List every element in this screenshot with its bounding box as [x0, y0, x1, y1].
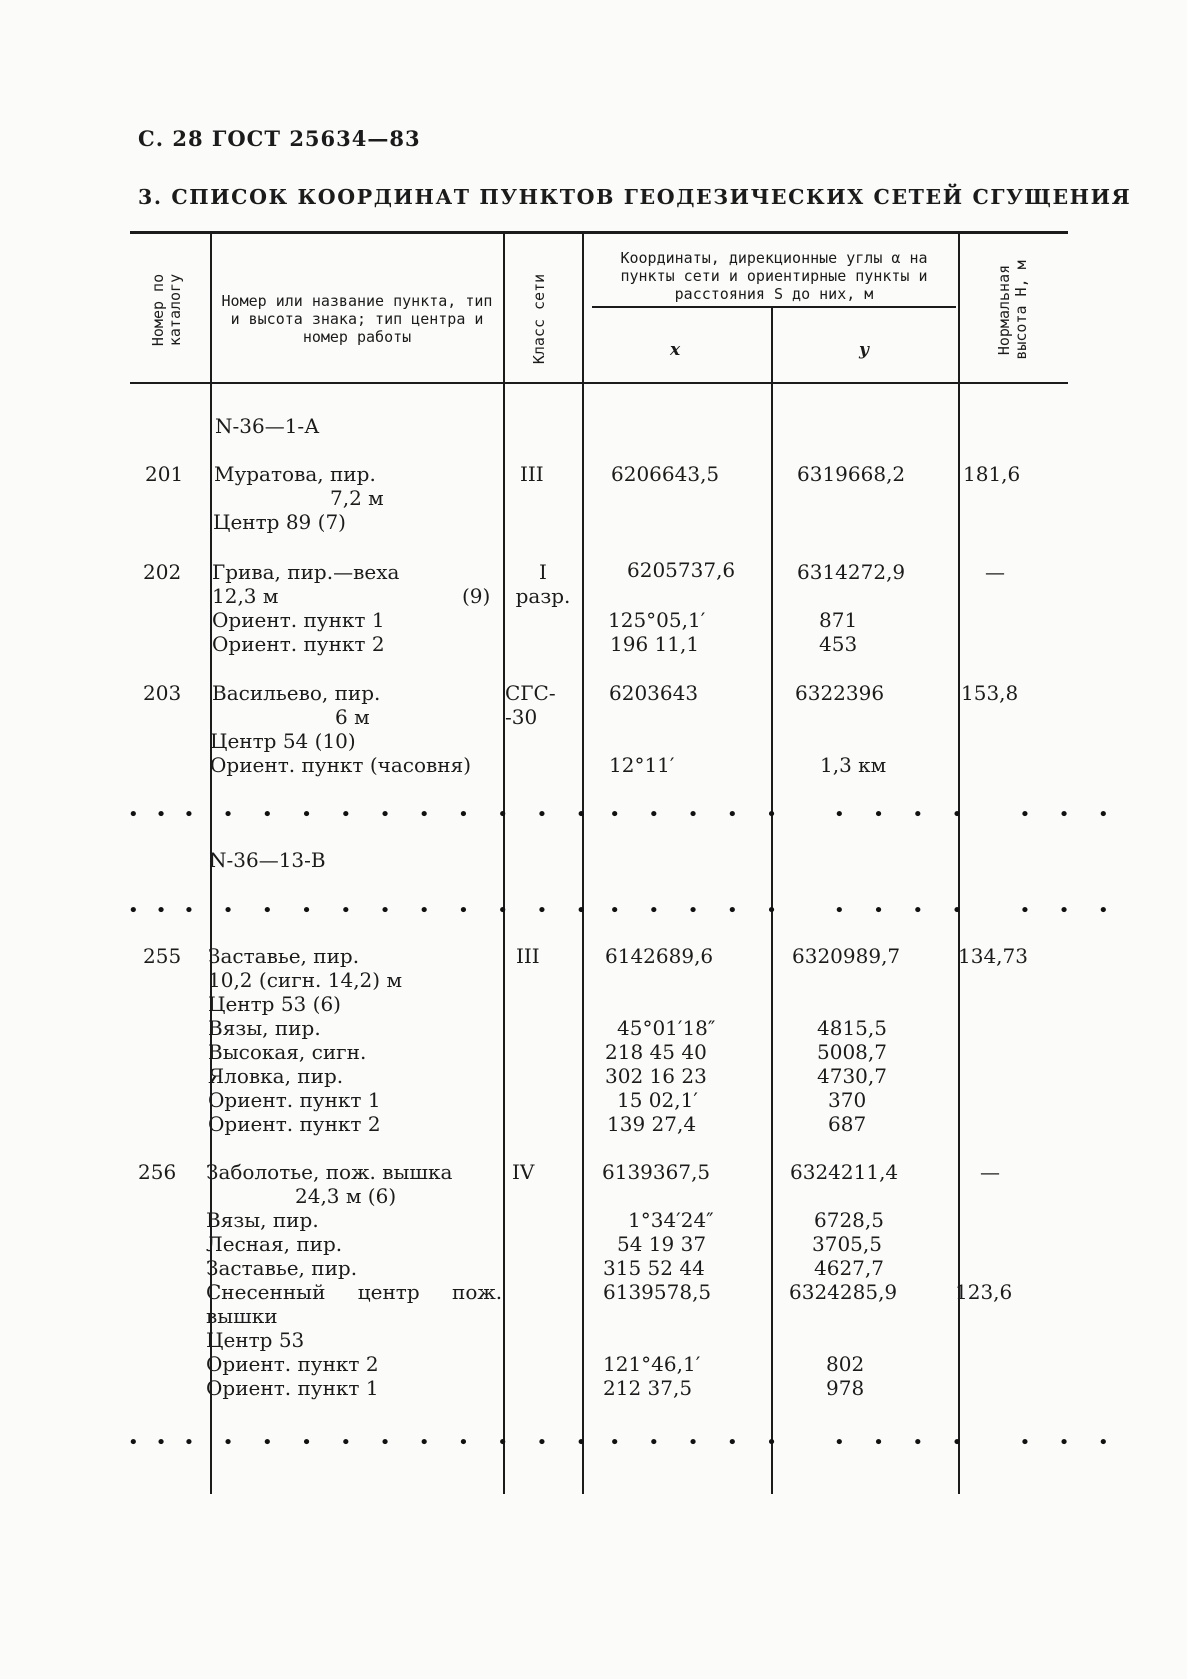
- point-name: 10,2 (сигн. 14,2) м: [208, 968, 402, 992]
- distance: 6728,5: [814, 1208, 884, 1232]
- point-name: Заболотье, пож. вышка: [206, 1160, 453, 1184]
- direction-angle: 125°05,1′: [608, 608, 706, 632]
- direction-angle: 218 45 40: [605, 1040, 707, 1064]
- coord-y: 6322396: [795, 681, 885, 705]
- header-height: Нормальная высота H, м: [995, 260, 1030, 360]
- point-name: Вязы, пир.: [206, 1208, 319, 1232]
- normal-height: 153,8: [961, 681, 1019, 705]
- direction-angle: 54 19 37: [617, 1232, 707, 1256]
- col-rule-3: [582, 234, 584, 1494]
- point-name: Лесная, пир.: [206, 1232, 343, 1256]
- distance: 1,3 км: [820, 753, 887, 777]
- distance: 453: [819, 632, 858, 656]
- point-name: Вязы, пир.: [208, 1016, 321, 1040]
- header-x: x: [670, 340, 681, 360]
- header-y: y: [859, 340, 869, 360]
- distance: 5008,7: [817, 1040, 887, 1064]
- coord-y: 6324211,4: [790, 1160, 899, 1184]
- distance: 802: [826, 1352, 865, 1376]
- direction-angle: 121°46,1′: [603, 1352, 701, 1376]
- coord-x: 6139367,5: [602, 1160, 711, 1184]
- direction-angle: 196 11,1: [610, 632, 700, 656]
- point-name: Грива, пир.—веха: [212, 560, 400, 584]
- continuation-dots: • • • • • • • • • • • • • • • • • • • • • • • • •: [128, 900, 1109, 921]
- page-reference: С. 28 ГОСТ 25634—83: [138, 126, 421, 151]
- catalog-number: 202: [143, 560, 182, 584]
- header-coords: Координаты, дирекционные углы α на пункты сети и ориентирные пункты и расстояния S до них, м: [620, 249, 928, 303]
- continuation-dots: • • • • • • • • • • • • • • • • • • • • • • • • •: [128, 804, 1109, 825]
- point-name: Ориент. пункт 1: [208, 1088, 381, 1112]
- point-name: Заставье, пир.: [208, 944, 360, 968]
- point-name: 12,3 м: [212, 584, 279, 608]
- point-name: Ориент. пункт 2: [206, 1352, 379, 1376]
- sheet-label-2: N-36—13-В: [209, 848, 326, 872]
- point-name: 24,3 м (6): [295, 1184, 397, 1208]
- coord-y: 6314272,9: [797, 560, 906, 584]
- normal-height: 123,6: [955, 1280, 1013, 1304]
- distance: 871: [819, 608, 858, 632]
- col-rule-5: [958, 234, 960, 1494]
- section-title: 3. СПИСОК КООРДИНАТ ПУНКТОВ ГЕОДЕЗИЧЕСКИХ СЕТЕЙ СГУЩЕНИЯ: [138, 185, 1132, 209]
- point-name: Центр 53 (6): [208, 992, 341, 1016]
- point-name: Ориент. пункт (часовня): [210, 753, 472, 777]
- point-name: Муратова, пир.: [214, 462, 376, 486]
- point-name: Васильево, пир.: [212, 681, 381, 705]
- coord-y: 6320989,7: [792, 944, 901, 968]
- point-name: Заставье, пир.: [206, 1256, 358, 1280]
- direction-angle: 212 37,5: [603, 1376, 693, 1400]
- catalog-number: 255: [143, 944, 182, 968]
- point-name: Центр 53: [206, 1328, 305, 1352]
- network-class: IV: [512, 1160, 535, 1184]
- distance: 978: [826, 1376, 865, 1400]
- direction-angle: 315 52 44: [603, 1256, 705, 1280]
- point-name: Ориент. пункт 1: [212, 608, 385, 632]
- normal-height: —: [980, 1160, 1000, 1184]
- point-name: Ориент. пункт 2: [212, 632, 385, 656]
- distance: 4815,5: [817, 1016, 887, 1040]
- coord-y: 6319668,2: [797, 462, 906, 486]
- point-name: Центр 89 (7): [213, 510, 346, 534]
- point-name: Высокая, сигн.: [208, 1040, 367, 1064]
- work-number: (9): [462, 584, 491, 608]
- direction-angle: 139 27,4: [607, 1112, 697, 1136]
- network-class: I разр.: [515, 560, 571, 608]
- point-name: 7,2 м: [330, 486, 384, 510]
- point-name: Снесенный центр пож.: [206, 1280, 503, 1304]
- coord-x: 6203643: [609, 681, 699, 705]
- point-name: Ориент. пункт 1: [206, 1376, 379, 1400]
- col-rule-2: [503, 234, 505, 1494]
- coord-x: 6206643,5: [611, 462, 720, 486]
- network-class: III: [516, 944, 540, 968]
- catalog-number: 256: [138, 1160, 177, 1184]
- coord-x: 6205737,6: [627, 558, 736, 582]
- distance: 4730,7: [817, 1064, 887, 1088]
- header-catalog-no: Номер по каталогу: [149, 273, 184, 347]
- header-name: Номер или название пункта, тип и высота знака; тип центра и номер работы: [221, 292, 493, 346]
- distance: 370: [828, 1088, 867, 1112]
- direction-angle: 1°34′24″: [628, 1208, 714, 1232]
- catalog-number: 201: [145, 462, 184, 486]
- distance: 3705,5: [812, 1232, 882, 1256]
- point-name: вышки: [206, 1304, 278, 1328]
- distance: 687: [828, 1112, 867, 1136]
- normal-height: —: [985, 560, 1005, 584]
- coord-x: 6139578,5: [603, 1280, 712, 1304]
- network-class: СГС- -30: [505, 681, 556, 729]
- normal-height: 181,6: [963, 462, 1021, 486]
- point-name: Яловка, пир.: [208, 1064, 344, 1088]
- catalog-number: 203: [143, 681, 182, 705]
- sheet-label-1: N-36—1-А: [215, 414, 320, 438]
- coord-y: 6324285,9: [789, 1280, 898, 1304]
- coord-x: 6142689,6: [605, 944, 714, 968]
- coords-subheader-rule: [592, 306, 956, 308]
- point-name: 6 м: [335, 705, 370, 729]
- header-class: Класс сети: [530, 273, 548, 365]
- table-top-rule: [130, 231, 1068, 234]
- direction-angle: 15 02,1′: [617, 1088, 698, 1112]
- point-name: Ориент. пункт 2: [208, 1112, 381, 1136]
- network-class: III: [520, 462, 544, 486]
- direction-angle: 12°11′: [609, 753, 675, 777]
- direction-angle: 45°01′18″: [617, 1016, 716, 1040]
- normal-height: 134,73: [958, 944, 1028, 968]
- header-bottom-rule: [130, 382, 1068, 384]
- direction-angle: 302 16 23: [605, 1064, 707, 1088]
- continuation-dots: • • • • • • • • • • • • • • • • • • • • • • • • •: [128, 1432, 1109, 1453]
- distance: 4627,7: [814, 1256, 884, 1280]
- point-name: Центр 54 (10): [210, 729, 356, 753]
